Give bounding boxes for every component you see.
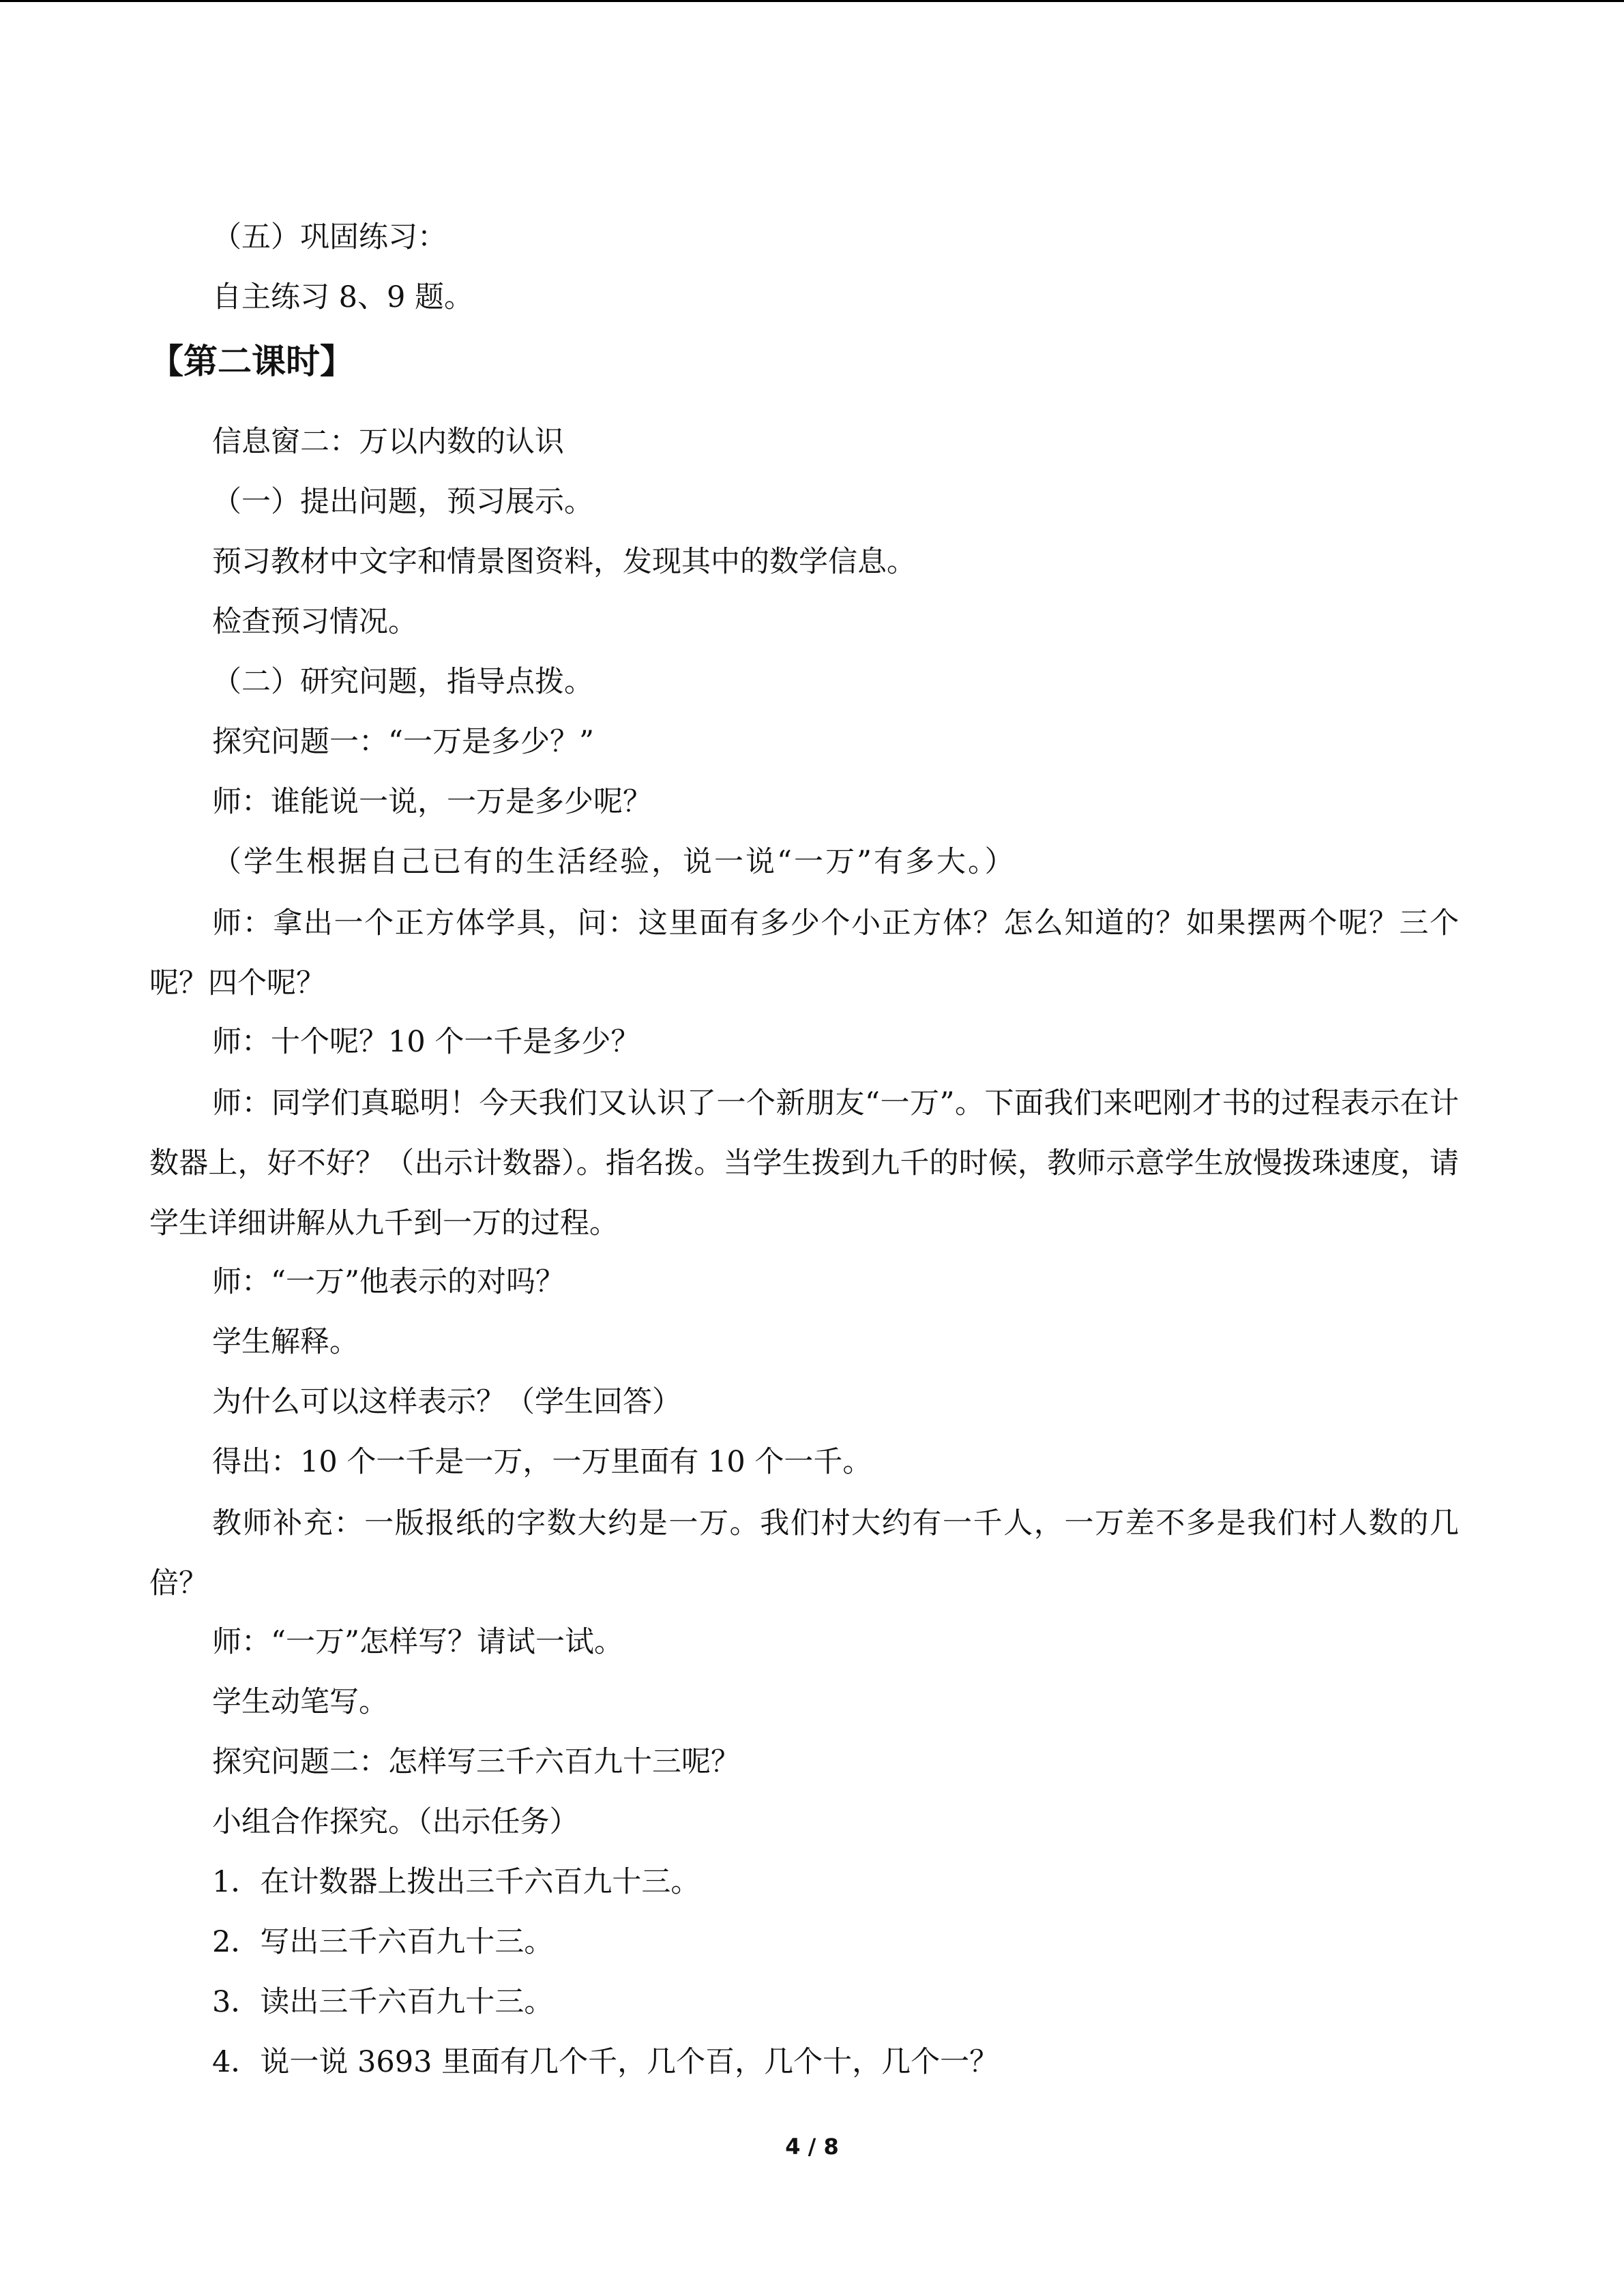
text-line: 师：十个呢？10 个一千是多少？ [212,1025,640,1059]
lesson-heading: 【第二课时】 [149,342,354,381]
text-line: 为什么可以这样表示？（学生回答） [212,1385,681,1419]
list-item: 4．说一说 3693 里面有几个千，几个百，几个十，几个一？ [212,2045,999,2079]
text-line: 探究问题一：“一万是多少？” [212,725,594,759]
text-line: 学生动笔写。 [212,1685,388,1719]
text-line: 信息窗二：万以内数的认识 [212,425,564,459]
section-heading-consolidation: （五）巩固练习： [212,220,447,254]
text-line: 检查预习情况。 [212,605,417,639]
text-line: 得出：10 个一千是一万，一万里面有 10 个一千。 [212,1445,872,1479]
section-heading: （二）研究问题，指导点拨。 [212,665,593,699]
text-line: 自主练习 8、9 题。 [212,280,474,314]
text-line: 师：“一万”他表示的对吗？ [212,1265,565,1299]
section-heading: （一）提出问题，预习展示。 [212,485,593,519]
text-line: 师：“一万”怎样写？请试一试。 [212,1625,623,1659]
paragraph: 教师补充：一版报纸的字数大约是一万。我们村大约有一千人，一万差不多是我们村人数的几倍？ [149,1506,1459,1600]
list-item: 2．写出三千六百九十三。 [212,1925,554,1959]
paragraph: 师：同学们真聪明！今天我们又认识了一个新朋友“一万”。下面我们来吧刚才书的过程表示在计数器上，好不好？（出示计数器）。指名拨。当学生拨到九千的时候，教师示意学生放慢拨珠速度，请学生详细讲解从九千到一万的过程。 [149,1086,1459,1240]
text-line: 学生解释。 [212,1325,359,1359]
text-line: 探究问题二：怎样写三千六百九十三呢？ [212,1745,740,1779]
text-line: 小组合作探究。（出示任务） [212,1805,579,1839]
list-item: 1．在计数器上拨出三千六百九十三。 [212,1865,700,1899]
text-line: 预习教材中文字和情景图资料，发现其中的数学信息。 [212,545,916,579]
paragraph: 师：拿出一个正方体学具，问：这里面有多少个小正方体？怎么知道的？如果摆两个呢？三个呢？四个呢？ [149,906,1459,1000]
page-number: 4 / 8 [785,2134,839,2160]
text-line: （学生根据自己已有的生活经验，说一说“一万”有多大。） [212,845,1016,879]
list-item: 3．读出三千六百九十三。 [212,1985,554,2019]
text-line: 师：谁能说一说，一万是多少呢？ [212,785,652,819]
